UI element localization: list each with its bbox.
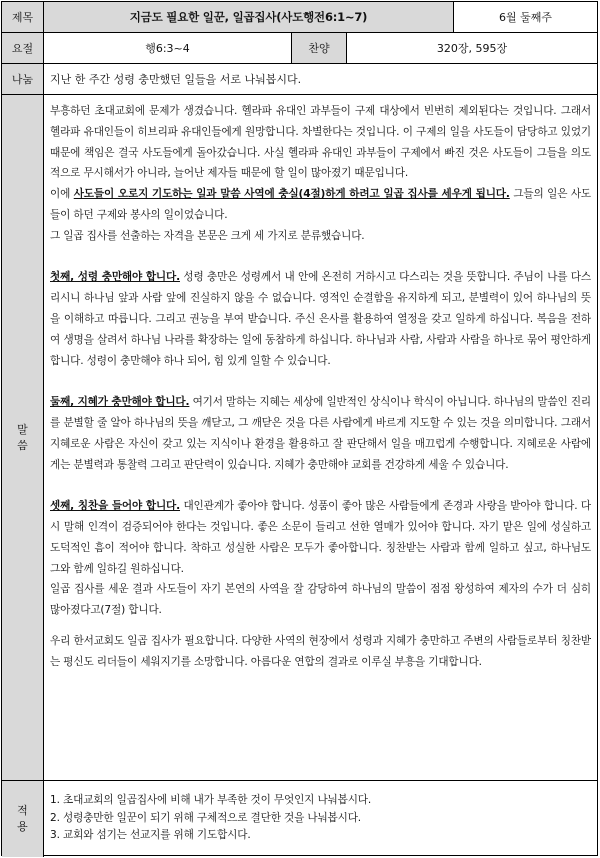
apply-list bbox=[44, 781, 597, 857]
purpose-rest: 그들의 일은 사도들이 하던 구제와 봉사의 일이었습니다. bbox=[50, 188, 591, 221]
paragraph-second bbox=[50, 392, 591, 475]
share-label: 나눔 bbox=[2, 64, 44, 94]
apply-row bbox=[2, 781, 597, 857]
purpose-highlight: 사도들이 오로지 기도하는 일과 말씀 사역에 충실(4절)하게 하려고 일곱 집사를 세우게 됩니다. bbox=[73, 188, 510, 201]
paragraph-purpose bbox=[50, 184, 591, 226]
third-body: 대인관계가 좋아야 합니다. 성품이 좋아 많은 사람들에게 존경과 사랑을 받아야 합니다. 다시 말해 인격이 검증되어야 한다는 것입니다. 좋은 소문이 들리고 선한 열매가 있어야 합니다. 자기 맡은 일에 성실하고 도덕적인 흠이 적어야 합니다. 착하고 성실한 사람은 모두가 좋아합니다. 칭찬받는 사람과 함께 일하고 싶고, 하나님도 그와 함께 일하길 원하십니다. bbox=[50, 500, 591, 575]
paragraph-qualifications: 그 일곱 집사를 선출하는 자격을 본문은 크게 세 가지로 분류했습니다. bbox=[50, 229, 365, 242]
apply-item: 2. 성령충만한 일꾼이 되기 위해 구체적으로 결단한 것을 나눠봅시다. bbox=[50, 811, 362, 824]
second-heading: 둘째, 지혜가 충만해야 합니다. bbox=[50, 396, 190, 409]
week-label: 6월 둘째주 bbox=[499, 11, 552, 24]
paragraph-third bbox=[50, 496, 591, 579]
sermon-title-ref: (사도행전6:1~7) bbox=[276, 10, 368, 24]
first-body: 성령 충만은 성령께서 내 안에 온전히 거하시고 다스리는 것을 뜻합니다. 주님이 나를 다스리시니 하나님 앞과 사람 앞에 진실하지 않을 수 없습니다. 영적인 순결함을 유지하게 되고, 분별력이 있어 하나님의 뜻을 이해하고 따릅니다. 그리고 권능을 부여 받습니다. 주신 은사를 활용하여 열정을 갖고 일하게 하십니다. 복음을 전하여 생명을 살려서 하나님 나라를 확장하는 일에 동참하게 하십니다. 하나님과 사람, 사람과 사람을 하나로 묶어 평안하게 합니다. 성령이 충만해야 하나 되어, 힘 있게 일할 수 있습니다. bbox=[50, 271, 591, 367]
title-label: 제목 bbox=[2, 2, 44, 32]
title-row bbox=[2, 2, 597, 33]
second-body: 여기서 말하는 지혜는 세상에 일반적인 상식이나 학식이 아닙니다. 하나님의 말씀인 진리를 분별할 줄 알아 하나님의 뜻을 깨닫고, 그 깨닫은 것을 다른 사람에게 바르게 지도할 수 있는 것을 의미합니다. 그래서 지혜로운 사람은 자신이 갖고 있는 지식이나 환경을 활용하고 잘 판단해서 일을 매끄럽게 수행합니다. 지혜로운 사람에게는 분별력과 통찰력 그리고 판단력이 있습니다. 지혜가 충만해야 교회를 건강하게 세울 수 있습니다. bbox=[50, 396, 591, 471]
word-label-char-2: 씀 bbox=[17, 438, 28, 452]
word-label bbox=[2, 95, 44, 780]
apply-item: 3. 교회와 섬기는 선교지를 위해 기도합시다. bbox=[50, 829, 251, 841]
share-text: 지난 한 주간 성령 충만했던 일들을 서로 나눠봅시다. bbox=[50, 73, 302, 86]
sermon-title-text: 지금도 필요한 일꾼, 일곱집사 bbox=[129, 10, 277, 24]
hymn-label: 찬양 bbox=[292, 33, 347, 63]
first-heading: 첫째, 성령 충만해야 합니다. bbox=[50, 271, 180, 284]
passage-label: 요절 bbox=[2, 33, 44, 63]
passage-value: 행6:3~4 bbox=[44, 33, 292, 63]
word-row bbox=[2, 95, 597, 781]
third-heading: 셋째, 칭찬을 들어야 합니다. bbox=[50, 500, 181, 513]
paragraph-first bbox=[50, 267, 591, 371]
bible-study-sheet bbox=[1, 1, 598, 856]
paragraph-intro: 부흥하던 초대교회에 문제가 생겼습니다. 헬라파 유대인 과부들이 구제 대상에서 빈번히 제외된다는 것입니다. 그래서 헬라파 유대인들이 히브리파 유대인들에게 원망합니다. 차별한다는 것입니다. 이 구제의 일을 사도들이 담당하고 있었기 때문에 책임은 결국 사도들에게 돌아갔습니다. 사실 헬라파 유대인 과부들이 구제에서 빠진 것은 사도들이 그들을 의도적으로 무시해서가 아니라, 늘어난 제자들 때문에 할 일이 많아졌기 때문입니다. bbox=[50, 105, 591, 180]
apply-label bbox=[2, 781, 44, 857]
meta-row bbox=[2, 33, 597, 64]
sermon-body bbox=[44, 95, 597, 780]
word-label-char-1: 말 bbox=[17, 422, 28, 436]
paragraph-hope: 우리 한서교회도 일곱 집사가 필요합니다. 다양한 사역의 현장에서 성령과 지혜가 충만하고 주변의 사람들로부터 칭찬받는 평신도 리더들이 세워지기를 소망합니다. 아름다운 연합의 결과로 이루실 부흥을 기대합니다. bbox=[50, 634, 591, 668]
apply-label-char-2: 용 bbox=[17, 820, 28, 833]
apply-label-char-1: 적 bbox=[17, 804, 28, 817]
hymn-value: 320장, 595장 bbox=[436, 42, 508, 55]
paragraph-result: 일곱 집사를 세운 결과 사도들이 자기 본연의 사역을 잘 감당하여 하나님의 말씀이 점점 왕성하여 제자의 수가 더 심히 많아졌다고(7절) 합니다. bbox=[50, 583, 591, 617]
sermon-title bbox=[44, 2, 454, 32]
purpose-lead: 이에 bbox=[50, 188, 74, 201]
share-row bbox=[2, 64, 597, 95]
apply-item: 1. 초대교회의 일곱집사에 비해 내가 부족한 것이 무엇인지 나눠봅시다. bbox=[50, 794, 372, 806]
